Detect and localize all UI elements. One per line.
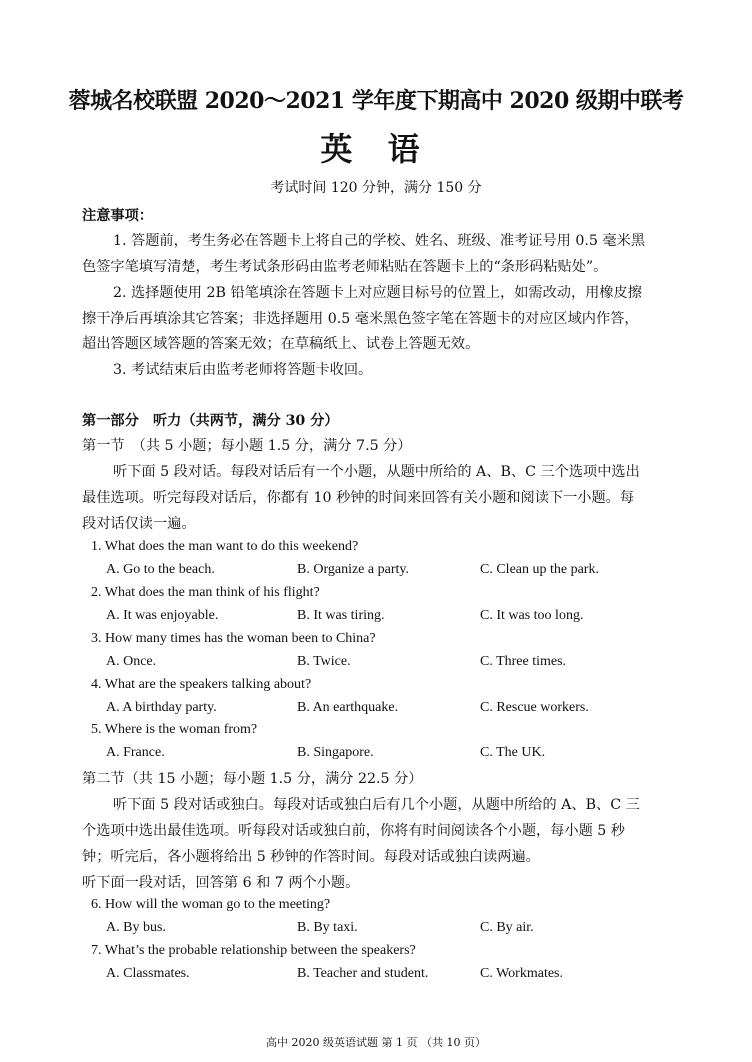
question-stem: 2. What does the man think of his flight? [91,585,320,600]
notes-line: 1. 答题前，考生务必在答题卡上将自己的学校、姓名、班级、准考证号用 0.5 毫米黑 [113,233,646,249]
option-c: C. By air. [480,920,534,935]
option-a: A. France. [106,745,165,760]
question-stem: 4. What are the speakers talking about? [91,677,312,692]
question-stem: 3. How many times has the woman been to China? [91,631,376,646]
section2-instruction: 钟；听完后，各小题将给出 5 秒钟的作答时间。每段对话或独白读两遍。 [82,849,540,865]
option-a: A. A birthday party. [106,700,217,715]
time-info: 考试时间 120 分钟，满分 150 分 [270,180,482,196]
option-b: B. It was tiring. [297,608,385,623]
option-b: B. Singapore. [297,745,374,760]
option-b: B. Organize a party. [297,562,409,577]
section2-heading: 第二节（共 15 小题；每小题 1.5 分，满分 22.5 分） [82,771,423,787]
section2-instruction: 个选项中选出最佳选项。听每段对话或独白前，你将有时间阅读各个小题，每小题 5 秒 [82,823,625,839]
option-a: A. Go to the beach. [106,562,215,577]
part1-heading: 第一部分 听力（共两节，满分 30 分） [82,413,339,429]
option-c: C. The UK. [480,745,546,760]
question-stem: 7. What’s the probable relationship between the speakers? [91,943,416,958]
section1-heading: 第一节 （共 5 小题；每小题 1.5 分，满分 7.5 分） [82,438,412,454]
section2-instruction: 听下面 5 段对话或独白。每段对话或独白后有几个小题，从题中所给的 A、B、C 三 [113,797,640,813]
subject-title: 英 语 [320,130,432,168]
option-c: C. Workmates. [480,966,563,981]
notes-line: 擦干净后再填涂其它答案；非选择题用 0.5 毫米黑色签字笔在答题卡的对应区域内作答， [82,311,639,327]
question-stem: 5. Where is the woman from? [91,722,258,737]
section1-instruction: 听下面 5 段对话。每段对话后有一个小题，从题中所给的 A、B、C 三个选项中选出 [113,464,640,480]
option-a: A. It was enjoyable. [106,608,219,623]
option-b: B. Twice. [297,654,351,669]
option-b: B. Teacher and student. [297,966,429,981]
notes-line: 色签字笔填写清楚，考生考试条形码由监考老师粘贴在答题卡上的“条形码粘贴处”。 [82,259,608,275]
option-a: A. Once. [106,654,157,669]
notes-line: 超出答题区域答题的答案无效；在草稿纸上、试卷上答题无效。 [82,336,480,352]
section1-instruction: 最佳选项。听完每段对话后，你都有 10 秒钟的时间来回答有关小题和阅读下一小题。每 [82,490,635,506]
option-c: C. It was too long. [480,608,584,623]
sub-instruction: 听下面一段对话，回答第 6 和 7 两个小题。 [82,875,360,891]
option-c: C. Clean up the park. [480,562,599,577]
page-footer: 高中 2020 级英语试题 第 1 页 （共 10 页） [266,1036,486,1049]
question-stem: 6. How will the woman go to the meeting? [91,897,331,912]
option-b: B. By taxi. [297,920,358,935]
notes-line: 2. 选择题使用 2B 铅笔填涂在答题卡上对应题目标号的位置上，如需改动，用橡皮擦 [113,285,642,301]
option-c: C. Three times. [480,654,567,669]
notes-line: 3. 考试结束后由监考老师将答题卡收回。 [113,362,373,378]
section1-instruction: 段对话仅读一遍。 [82,516,196,532]
option-c: C. Rescue workers. [480,700,589,715]
option-a: A. Classmates. [106,966,190,981]
question-stem: 1. What does the man want to do this weekend? [91,539,359,554]
notes-heading: 注意事项： [82,208,153,224]
option-b: B. An earthquake. [297,700,399,715]
exam-title: 蓉城名校联盟 2020～2021 学年度下期高中 2020 级期中联考 [68,88,684,114]
option-a: A. By bus. [106,920,166,935]
